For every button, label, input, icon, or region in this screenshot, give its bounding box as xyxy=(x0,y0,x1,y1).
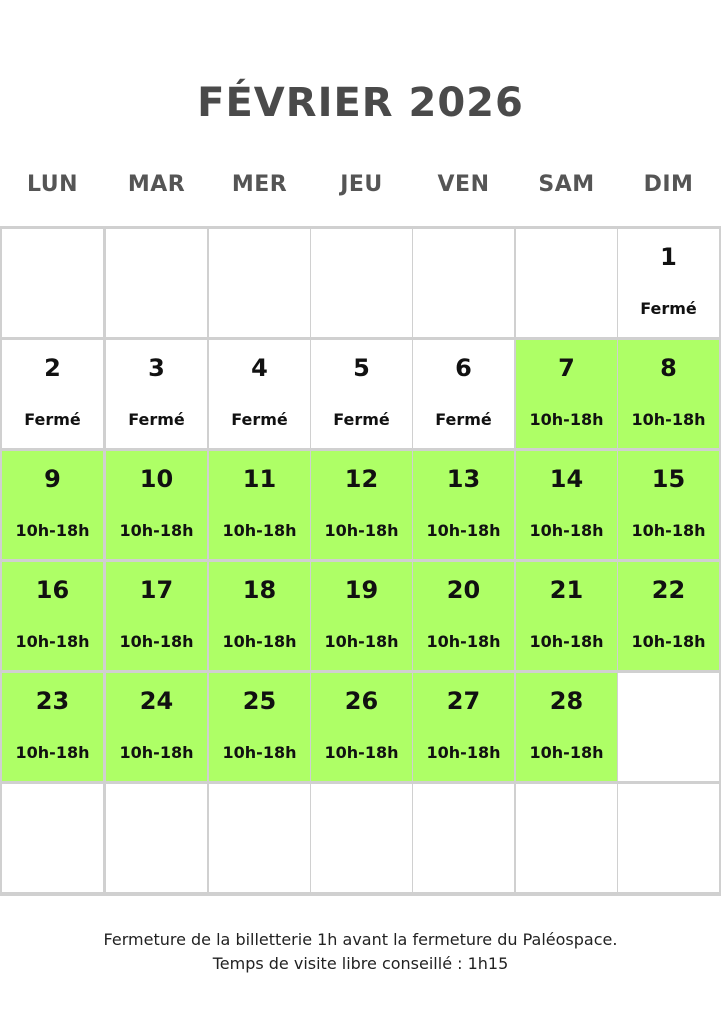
day-number: 12 xyxy=(344,465,379,493)
calendar-day-18 xyxy=(209,562,310,670)
calendar-day-21 xyxy=(516,562,617,670)
calendar-empty-cell xyxy=(106,784,207,892)
day-hours: Fermé xyxy=(24,410,81,429)
day-number: 26 xyxy=(344,687,379,715)
footer-ticket-note: Fermeture de la billetterie 1h avant la fermeture du Paléospace. xyxy=(103,930,618,949)
day-hours: 10h-18h xyxy=(529,410,604,429)
calendar-empty-cell xyxy=(209,784,310,892)
day-hours: 10h-18h xyxy=(15,743,90,762)
calendar-day-19 xyxy=(311,562,412,670)
day-hours: Fermé xyxy=(640,299,697,318)
day-number: 19 xyxy=(344,576,379,604)
calendar-day-8 xyxy=(618,340,719,448)
day-number: 7 xyxy=(558,354,575,382)
day-number: 6 xyxy=(455,354,472,382)
calendar-empty-cell xyxy=(106,229,207,337)
calendar-day-16 xyxy=(2,562,103,670)
calendar-day-28 xyxy=(516,673,617,781)
calendar-empty-cell xyxy=(618,673,719,781)
calendar-day-7 xyxy=(516,340,617,448)
calendar-day-22 xyxy=(618,562,719,670)
calendar-day-4 xyxy=(209,340,310,448)
weekday-dim: DIM xyxy=(643,172,694,197)
day-hours: Fermé xyxy=(231,410,288,429)
weekday-mer: MER xyxy=(231,172,288,197)
day-number: 17 xyxy=(139,576,174,604)
day-hours: 10h-18h xyxy=(222,743,297,762)
day-hours: 10h-18h xyxy=(119,743,194,762)
calendar-day-14 xyxy=(516,451,617,559)
weekday-lun: LUN xyxy=(26,172,78,197)
calendar-empty-cell xyxy=(516,784,617,892)
calendar-day-25 xyxy=(209,673,310,781)
day-hours: 10h-18h xyxy=(631,410,706,429)
weekday-jeu: JEU xyxy=(340,172,383,197)
day-hours: 10h-18h xyxy=(529,521,604,540)
day-number: 5 xyxy=(353,354,370,382)
day-hours: 10h-18h xyxy=(631,632,706,651)
weekday-sam: SAM xyxy=(538,172,595,197)
day-hours: 10h-18h xyxy=(324,743,399,762)
day-hours: 10h-18h xyxy=(324,632,399,651)
day-hours: Fermé xyxy=(333,410,390,429)
day-hours: Fermé xyxy=(128,410,185,429)
day-number: 22 xyxy=(651,576,686,604)
day-number: 18 xyxy=(242,576,277,604)
weekday-header-row xyxy=(0,172,721,206)
day-hours: 10h-18h xyxy=(426,632,501,651)
day-hours: 10h-18h xyxy=(426,743,501,762)
calendar-day-12 xyxy=(311,451,412,559)
calendar-empty-cell xyxy=(618,784,719,892)
day-hours: 10h-18h xyxy=(222,521,297,540)
day-number: 21 xyxy=(549,576,584,604)
calendar-empty-cell xyxy=(2,229,103,337)
calendar-day-6 xyxy=(413,340,514,448)
day-hours: 10h-18h xyxy=(119,521,194,540)
day-number: 27 xyxy=(446,687,481,715)
day-number: 25 xyxy=(242,687,277,715)
day-hours: 10h-18h xyxy=(15,521,90,540)
day-number: 4 xyxy=(251,354,268,382)
calendar-day-23 xyxy=(2,673,103,781)
day-number: 16 xyxy=(35,576,70,604)
calendar-empty-cell xyxy=(413,784,514,892)
calendar-empty-cell xyxy=(311,229,412,337)
day-number: 8 xyxy=(660,354,677,382)
footer-notes xyxy=(0,928,721,976)
day-number: 10 xyxy=(139,465,174,493)
calendar-day-15 xyxy=(618,451,719,559)
weekday-mar: MAR xyxy=(127,172,186,197)
day-number: 3 xyxy=(148,354,165,382)
calendar-title: FÉVRIER 2026 xyxy=(197,80,524,126)
calendar-day-24 xyxy=(106,673,207,781)
weekday-ven: VEN xyxy=(437,172,490,197)
calendar-day-2 xyxy=(2,340,103,448)
calendar-empty-cell xyxy=(2,784,103,892)
day-number: 9 xyxy=(44,465,61,493)
day-number: 2 xyxy=(44,354,61,382)
footer-visit-duration: Temps de visite libre conseillé : 1h15 xyxy=(212,954,509,973)
calendar-day-13 xyxy=(413,451,514,559)
day-number: 15 xyxy=(651,465,686,493)
calendar-day-11 xyxy=(209,451,310,559)
calendar-day-5 xyxy=(311,340,412,448)
day-hours: 10h-18h xyxy=(529,743,604,762)
day-hours: 10h-18h xyxy=(222,632,297,651)
day-hours: 10h-18h xyxy=(324,521,399,540)
day-number: 14 xyxy=(549,465,584,493)
day-number: 20 xyxy=(446,576,481,604)
calendar-day-3 xyxy=(106,340,207,448)
calendar-day-1 xyxy=(618,229,719,337)
day-hours: 10h-18h xyxy=(529,632,604,651)
calendar-empty-cell xyxy=(209,229,310,337)
day-number: 28 xyxy=(549,687,584,715)
calendar-day-10 xyxy=(106,451,207,559)
day-number: 23 xyxy=(35,687,70,715)
calendar-day-9 xyxy=(2,451,103,559)
calendar-empty-cell xyxy=(516,229,617,337)
day-number: 11 xyxy=(242,465,277,493)
calendar-day-27 xyxy=(413,673,514,781)
calendar-day-17 xyxy=(106,562,207,670)
calendar-grid xyxy=(0,226,721,896)
day-number: 1 xyxy=(660,243,677,271)
calendar-day-26 xyxy=(311,673,412,781)
day-hours: 10h-18h xyxy=(631,521,706,540)
calendar-empty-cell xyxy=(311,784,412,892)
day-hours: 10h-18h xyxy=(15,632,90,651)
day-number: 24 xyxy=(139,687,174,715)
calendar-day-20 xyxy=(413,562,514,670)
day-hours: 10h-18h xyxy=(119,632,194,651)
day-number: 13 xyxy=(446,465,481,493)
day-hours: Fermé xyxy=(435,410,492,429)
calendar-empty-cell xyxy=(413,229,514,337)
day-hours: 10h-18h xyxy=(426,521,501,540)
